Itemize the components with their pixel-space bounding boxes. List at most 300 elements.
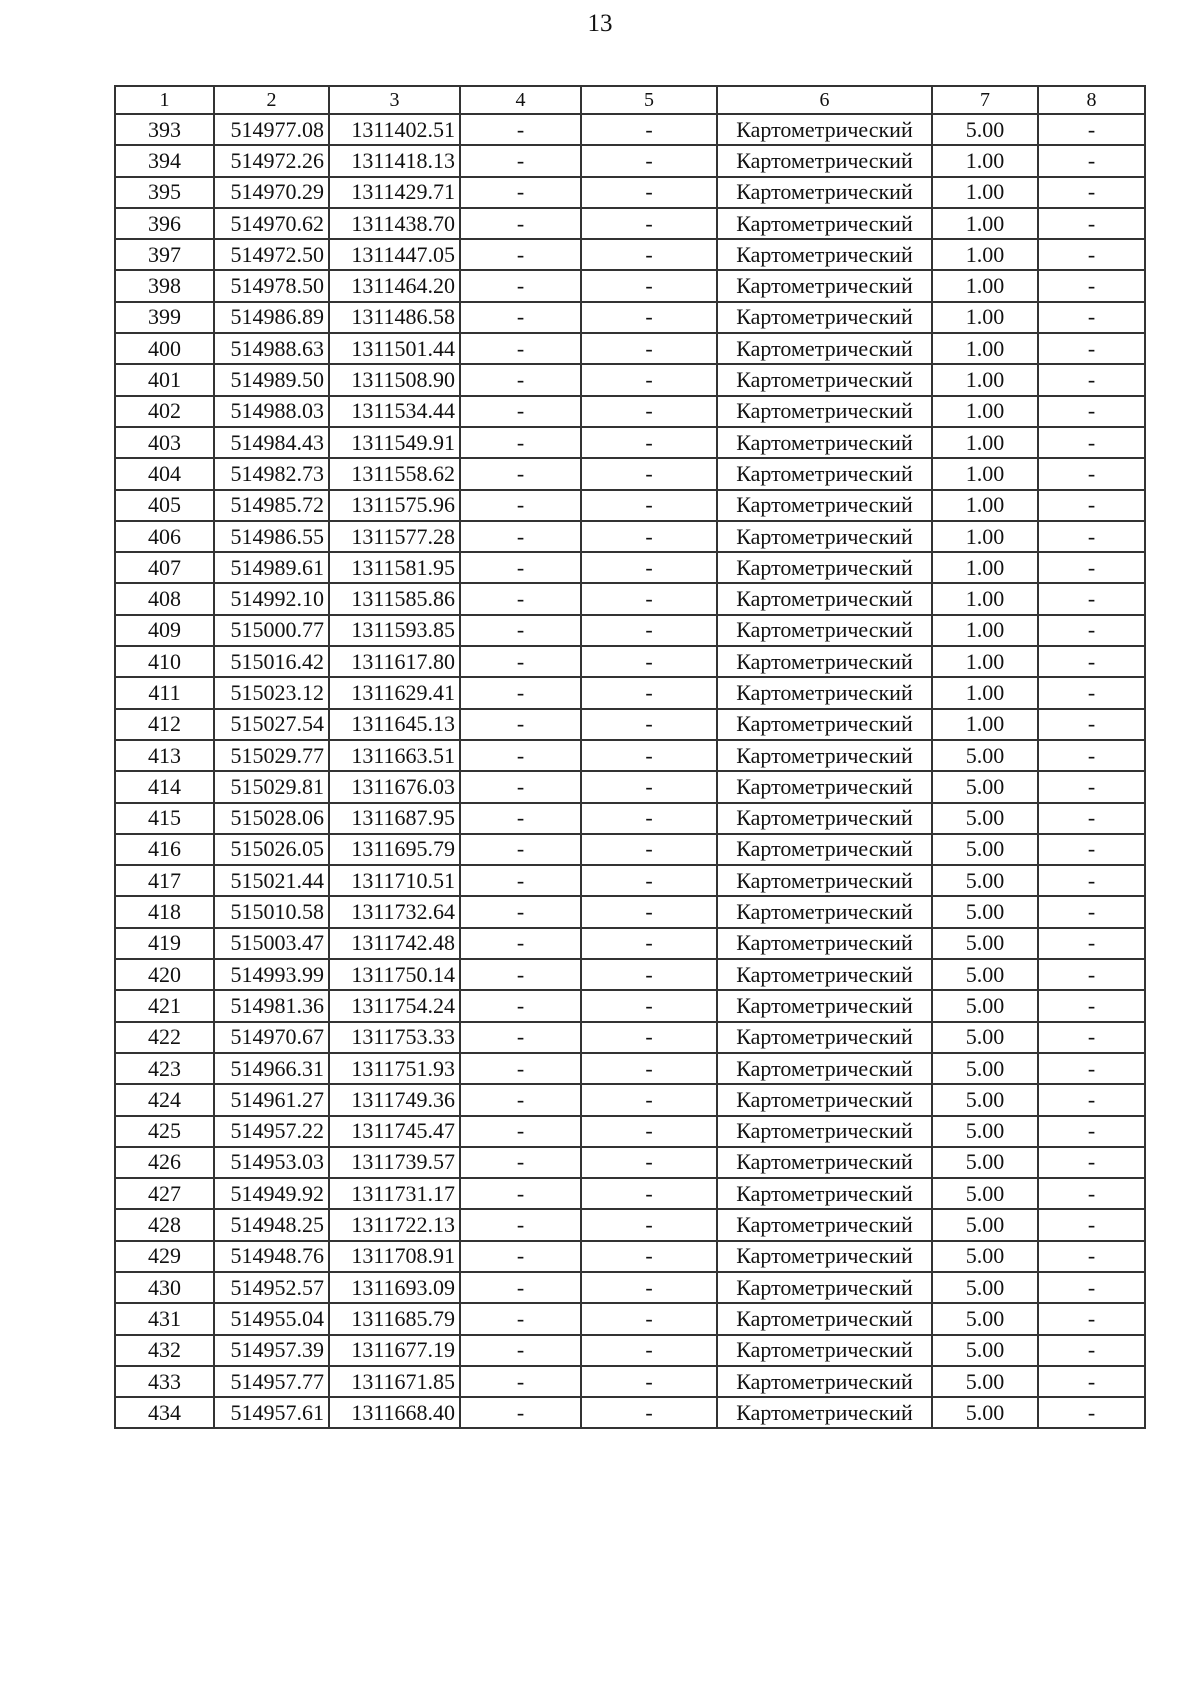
- column-5-value-cell: -: [581, 333, 717, 364]
- column-5-value-cell: -: [581, 740, 717, 771]
- column-4-value-cell: -: [460, 646, 581, 677]
- table-row: [115, 458, 1145, 489]
- point-number-cell: 414: [115, 771, 214, 802]
- column-8-value-cell: -: [1038, 771, 1145, 802]
- table-row: [115, 896, 1145, 927]
- table-row: [115, 270, 1145, 301]
- column-8-value-cell: -: [1038, 1022, 1145, 1053]
- column-header-3: 3: [329, 86, 460, 114]
- table-row: [115, 208, 1145, 239]
- column-8-value-cell: -: [1038, 583, 1145, 614]
- accuracy-cell: 1.00: [932, 364, 1038, 395]
- table-row: [115, 177, 1145, 208]
- accuracy-cell: 5.00: [932, 1366, 1038, 1397]
- method-cell: Картометрический: [717, 1366, 932, 1397]
- coord-x-cell: 514993.99: [214, 959, 329, 990]
- column-4-value-cell: -: [460, 114, 581, 145]
- accuracy-cell: 1.00: [932, 239, 1038, 270]
- coord-x-cell: 514977.08: [214, 114, 329, 145]
- coord-y-cell: 1311751.93: [329, 1053, 460, 1084]
- column-8-value-cell: -: [1038, 1303, 1145, 1334]
- column-4-value-cell: -: [460, 1084, 581, 1115]
- coord-x-cell: 514988.03: [214, 396, 329, 427]
- method-cell: Картометрический: [717, 677, 932, 708]
- column-5-value-cell: -: [581, 177, 717, 208]
- column-4-value-cell: -: [460, 364, 581, 395]
- coord-y-cell: 1311549.91: [329, 427, 460, 458]
- accuracy-cell: 5.00: [932, 1053, 1038, 1084]
- coord-x-cell: 514952.57: [214, 1272, 329, 1303]
- method-cell: Картометрический: [717, 427, 932, 458]
- column-5-value-cell: -: [581, 364, 717, 395]
- coord-x-cell: 515021.44: [214, 865, 329, 896]
- coord-y-cell: 1311693.09: [329, 1272, 460, 1303]
- method-cell: Картометрический: [717, 458, 932, 489]
- coord-x-cell: 514982.73: [214, 458, 329, 489]
- accuracy-cell: 1.00: [932, 396, 1038, 427]
- table-row: [115, 552, 1145, 583]
- coord-y-cell: 1311575.96: [329, 490, 460, 521]
- coord-y-cell: 1311708.91: [329, 1241, 460, 1272]
- accuracy-cell: 1.00: [932, 208, 1038, 239]
- table-row: [115, 677, 1145, 708]
- method-cell: Картометрический: [717, 1397, 932, 1428]
- coord-x-cell: 514948.76: [214, 1241, 329, 1272]
- method-cell: Картометрический: [717, 959, 932, 990]
- accuracy-cell: 5.00: [932, 1335, 1038, 1366]
- accuracy-cell: 5.00: [932, 896, 1038, 927]
- table-row: [115, 615, 1145, 646]
- accuracy-cell: 5.00: [932, 990, 1038, 1021]
- table-row: [115, 928, 1145, 959]
- table-row: [115, 1147, 1145, 1178]
- accuracy-cell: 5.00: [932, 1241, 1038, 1272]
- point-number-cell: 420: [115, 959, 214, 990]
- method-cell: Картометрический: [717, 145, 932, 176]
- column-4-value-cell: -: [460, 740, 581, 771]
- accuracy-cell: 5.00: [932, 1178, 1038, 1209]
- accuracy-cell: 5.00: [932, 740, 1038, 771]
- coord-y-cell: 1311486.58: [329, 302, 460, 333]
- method-cell: Картометрический: [717, 834, 932, 865]
- column-8-value-cell: -: [1038, 302, 1145, 333]
- column-8-value-cell: -: [1038, 1209, 1145, 1240]
- accuracy-cell: 5.00: [932, 1022, 1038, 1053]
- column-4-value-cell: -: [460, 521, 581, 552]
- table-row: [115, 427, 1145, 458]
- column-5-value-cell: -: [581, 677, 717, 708]
- table-body: [115, 86, 1145, 1428]
- column-5-value-cell: -: [581, 1022, 717, 1053]
- point-number-cell: 394: [115, 145, 214, 176]
- coord-y-cell: 1311676.03: [329, 771, 460, 802]
- column-4-value-cell: -: [460, 458, 581, 489]
- method-cell: Картометрический: [717, 302, 932, 333]
- method-cell: Картометрический: [717, 803, 932, 834]
- method-cell: Картометрический: [717, 1053, 932, 1084]
- column-8-value-cell: -: [1038, 145, 1145, 176]
- coord-x-cell: 514989.61: [214, 552, 329, 583]
- point-number-cell: 424: [115, 1084, 214, 1115]
- accuracy-cell: 1.00: [932, 615, 1038, 646]
- point-number-cell: 416: [115, 834, 214, 865]
- column-4-value-cell: -: [460, 771, 581, 802]
- table-header-row: [115, 86, 1145, 114]
- method-cell: Картометрический: [717, 177, 932, 208]
- coord-x-cell: 514986.55: [214, 521, 329, 552]
- column-5-value-cell: -: [581, 1178, 717, 1209]
- coord-y-cell: 1311722.13: [329, 1209, 460, 1240]
- accuracy-cell: 1.00: [932, 270, 1038, 301]
- coord-x-cell: 514981.36: [214, 990, 329, 1021]
- table-row: [115, 1178, 1145, 1209]
- point-number-cell: 399: [115, 302, 214, 333]
- point-number-cell: 425: [115, 1116, 214, 1147]
- coord-y-cell: 1311745.47: [329, 1116, 460, 1147]
- column-8-value-cell: -: [1038, 865, 1145, 896]
- point-number-cell: 393: [115, 114, 214, 145]
- coord-y-cell: 1311732.64: [329, 896, 460, 927]
- coord-x-cell: 515026.05: [214, 834, 329, 865]
- column-8-value-cell: -: [1038, 270, 1145, 301]
- accuracy-cell: 1.00: [932, 427, 1038, 458]
- column-8-value-cell: -: [1038, 1116, 1145, 1147]
- column-4-value-cell: -: [460, 208, 581, 239]
- column-4-value-cell: -: [460, 270, 581, 301]
- coord-x-cell: 514948.25: [214, 1209, 329, 1240]
- column-5-value-cell: -: [581, 709, 717, 740]
- column-4-value-cell: -: [460, 677, 581, 708]
- table-row: [115, 1272, 1145, 1303]
- page-number: 13: [587, 10, 613, 37]
- point-number-cell: 417: [115, 865, 214, 896]
- point-number-cell: 406: [115, 521, 214, 552]
- point-number-cell: 407: [115, 552, 214, 583]
- table-row: [115, 959, 1145, 990]
- accuracy-cell: 1.00: [932, 709, 1038, 740]
- column-8-value-cell: -: [1038, 677, 1145, 708]
- coord-x-cell: 514957.22: [214, 1116, 329, 1147]
- coord-y-cell: 1311629.41: [329, 677, 460, 708]
- coord-x-cell: 515027.54: [214, 709, 329, 740]
- column-4-value-cell: -: [460, 239, 581, 270]
- method-cell: Картометрический: [717, 1209, 932, 1240]
- method-cell: Картометрический: [717, 270, 932, 301]
- method-cell: Картометрический: [717, 1241, 932, 1272]
- coord-y-cell: 1311750.14: [329, 959, 460, 990]
- method-cell: Картометрический: [717, 1178, 932, 1209]
- accuracy-cell: 5.00: [932, 928, 1038, 959]
- column-8-value-cell: -: [1038, 521, 1145, 552]
- column-4-value-cell: -: [460, 333, 581, 364]
- coord-x-cell: 514985.72: [214, 490, 329, 521]
- column-4-value-cell: -: [460, 1397, 581, 1428]
- coord-y-cell: 1311577.28: [329, 521, 460, 552]
- method-cell: Картометрический: [717, 1303, 932, 1334]
- table-row: [115, 490, 1145, 521]
- column-8-value-cell: -: [1038, 803, 1145, 834]
- point-number-cell: 427: [115, 1178, 214, 1209]
- table-row: [115, 145, 1145, 176]
- method-cell: Картометрический: [717, 364, 932, 395]
- method-cell: Картометрический: [717, 646, 932, 677]
- point-number-cell: 411: [115, 677, 214, 708]
- method-cell: Картометрический: [717, 615, 932, 646]
- column-5-value-cell: -: [581, 552, 717, 583]
- coord-x-cell: 515023.12: [214, 677, 329, 708]
- method-cell: Картометрический: [717, 583, 932, 614]
- accuracy-cell: 5.00: [932, 1209, 1038, 1240]
- column-5-value-cell: -: [581, 458, 717, 489]
- column-5-value-cell: -: [581, 239, 717, 270]
- point-number-cell: 402: [115, 396, 214, 427]
- column-8-value-cell: -: [1038, 177, 1145, 208]
- point-number-cell: 432: [115, 1335, 214, 1366]
- column-8-value-cell: -: [1038, 928, 1145, 959]
- point-number-cell: 421: [115, 990, 214, 1021]
- coord-x-cell: 514984.43: [214, 427, 329, 458]
- column-4-value-cell: -: [460, 1272, 581, 1303]
- point-number-cell: 405: [115, 490, 214, 521]
- coord-y-cell: 1311617.80: [329, 646, 460, 677]
- coord-y-cell: 1311429.71: [329, 177, 460, 208]
- point-number-cell: 404: [115, 458, 214, 489]
- coord-x-cell: 515003.47: [214, 928, 329, 959]
- column-header-4: 4: [460, 86, 581, 114]
- accuracy-cell: 1.00: [932, 490, 1038, 521]
- accuracy-cell: 5.00: [932, 114, 1038, 145]
- column-5-value-cell: -: [581, 959, 717, 990]
- accuracy-cell: 5.00: [932, 1147, 1038, 1178]
- coord-x-cell: 514953.03: [214, 1147, 329, 1178]
- table-row: [115, 709, 1145, 740]
- point-number-cell: 396: [115, 208, 214, 239]
- point-number-cell: 426: [115, 1147, 214, 1178]
- column-8-value-cell: -: [1038, 114, 1145, 145]
- coord-x-cell: 514957.77: [214, 1366, 329, 1397]
- method-cell: Картометрический: [717, 896, 932, 927]
- method-cell: Картометрический: [717, 208, 932, 239]
- method-cell: Картометрический: [717, 333, 932, 364]
- coord-x-cell: 514972.26: [214, 145, 329, 176]
- column-4-value-cell: -: [460, 1303, 581, 1334]
- accuracy-cell: 1.00: [932, 646, 1038, 677]
- point-number-cell: 400: [115, 333, 214, 364]
- point-number-cell: 410: [115, 646, 214, 677]
- column-8-value-cell: -: [1038, 239, 1145, 270]
- coord-y-cell: 1311581.95: [329, 552, 460, 583]
- accuracy-cell: 5.00: [932, 771, 1038, 802]
- point-number-cell: 423: [115, 1053, 214, 1084]
- coord-y-cell: 1311508.90: [329, 364, 460, 395]
- point-number-cell: 418: [115, 896, 214, 927]
- column-4-value-cell: -: [460, 1335, 581, 1366]
- column-5-value-cell: -: [581, 990, 717, 1021]
- column-8-value-cell: -: [1038, 458, 1145, 489]
- column-8-value-cell: -: [1038, 1366, 1145, 1397]
- column-8-value-cell: -: [1038, 490, 1145, 521]
- coord-y-cell: 1311671.85: [329, 1366, 460, 1397]
- column-header-6: 6: [717, 86, 932, 114]
- coord-x-cell: 514970.62: [214, 208, 329, 239]
- table-row: [115, 333, 1145, 364]
- coord-y-cell: 1311685.79: [329, 1303, 460, 1334]
- point-number-cell: 403: [115, 427, 214, 458]
- column-5-value-cell: -: [581, 615, 717, 646]
- column-5-value-cell: -: [581, 928, 717, 959]
- table-row: [115, 990, 1145, 1021]
- table-row: [115, 834, 1145, 865]
- coord-y-cell: 1311754.24: [329, 990, 460, 1021]
- column-5-value-cell: -: [581, 114, 717, 145]
- column-4-value-cell: -: [460, 1209, 581, 1240]
- table-row: [115, 1303, 1145, 1334]
- table-row: [115, 583, 1145, 614]
- accuracy-cell: 1.00: [932, 177, 1038, 208]
- column-5-value-cell: -: [581, 1303, 717, 1334]
- coord-y-cell: 1311753.33: [329, 1022, 460, 1053]
- column-5-value-cell: -: [581, 521, 717, 552]
- coord-y-cell: 1311593.85: [329, 615, 460, 646]
- point-number-cell: 413: [115, 740, 214, 771]
- accuracy-cell: 5.00: [932, 1084, 1038, 1115]
- column-8-value-cell: -: [1038, 615, 1145, 646]
- table-row: [115, 364, 1145, 395]
- point-number-cell: 434: [115, 1397, 214, 1428]
- coord-y-cell: 1311668.40: [329, 1397, 460, 1428]
- column-4-value-cell: -: [460, 709, 581, 740]
- table-row: [115, 1053, 1145, 1084]
- column-4-value-cell: -: [460, 1022, 581, 1053]
- table-row: [115, 239, 1145, 270]
- coord-y-cell: 1311402.51: [329, 114, 460, 145]
- method-cell: Картометрический: [717, 521, 932, 552]
- accuracy-cell: 5.00: [932, 1303, 1038, 1334]
- column-header-1: 1: [115, 86, 214, 114]
- point-number-cell: 397: [115, 239, 214, 270]
- coord-y-cell: 1311558.62: [329, 458, 460, 489]
- coord-x-cell: 514961.27: [214, 1084, 329, 1115]
- column-5-value-cell: -: [581, 583, 717, 614]
- point-number-cell: 428: [115, 1209, 214, 1240]
- method-cell: Картометрический: [717, 1116, 932, 1147]
- coord-y-cell: 1311695.79: [329, 834, 460, 865]
- accuracy-cell: 1.00: [932, 458, 1038, 489]
- point-number-cell: 433: [115, 1366, 214, 1397]
- method-cell: Картометрический: [717, 709, 932, 740]
- column-5-value-cell: -: [581, 1147, 717, 1178]
- column-4-value-cell: -: [460, 928, 581, 959]
- column-8-value-cell: -: [1038, 1178, 1145, 1209]
- accuracy-cell: 5.00: [932, 959, 1038, 990]
- column-4-value-cell: -: [460, 396, 581, 427]
- coord-y-cell: 1311710.51: [329, 865, 460, 896]
- column-8-value-cell: -: [1038, 990, 1145, 1021]
- method-cell: Картометрический: [717, 865, 932, 896]
- coord-x-cell: 515029.81: [214, 771, 329, 802]
- coord-y-cell: 1311645.13: [329, 709, 460, 740]
- method-cell: Картометрический: [717, 552, 932, 583]
- accuracy-cell: 5.00: [932, 1272, 1038, 1303]
- coord-y-cell: 1311739.57: [329, 1147, 460, 1178]
- column-header-5: 5: [581, 86, 717, 114]
- coord-y-cell: 1311501.44: [329, 333, 460, 364]
- coord-x-cell: 514966.31: [214, 1053, 329, 1084]
- column-8-value-cell: -: [1038, 333, 1145, 364]
- point-number-cell: 419: [115, 928, 214, 959]
- column-4-value-cell: -: [460, 959, 581, 990]
- table-row: [115, 302, 1145, 333]
- table-row: [115, 646, 1145, 677]
- column-8-value-cell: -: [1038, 1241, 1145, 1272]
- table-row: [115, 1084, 1145, 1115]
- accuracy-cell: 5.00: [932, 1397, 1038, 1428]
- column-4-value-cell: -: [460, 896, 581, 927]
- coord-y-cell: 1311447.05: [329, 239, 460, 270]
- table-row: [115, 1335, 1145, 1366]
- column-4-value-cell: -: [460, 1241, 581, 1272]
- table-row: [115, 521, 1145, 552]
- column-8-value-cell: -: [1038, 646, 1145, 677]
- column-5-value-cell: -: [581, 1241, 717, 1272]
- method-cell: Картометрический: [717, 740, 932, 771]
- column-4-value-cell: -: [460, 834, 581, 865]
- coord-y-cell: 1311749.36: [329, 1084, 460, 1115]
- point-number-cell: 431: [115, 1303, 214, 1334]
- table-row: [115, 114, 1145, 145]
- accuracy-cell: 1.00: [932, 521, 1038, 552]
- accuracy-cell: 5.00: [932, 1116, 1038, 1147]
- coord-y-cell: 1311663.51: [329, 740, 460, 771]
- column-4-value-cell: -: [460, 1178, 581, 1209]
- column-4-value-cell: -: [460, 177, 581, 208]
- column-5-value-cell: -: [581, 1272, 717, 1303]
- table-row: [115, 1241, 1145, 1272]
- coord-y-cell: 1311677.19: [329, 1335, 460, 1366]
- column-5-value-cell: -: [581, 270, 717, 301]
- column-5-value-cell: -: [581, 1116, 717, 1147]
- column-header-8: 8: [1038, 86, 1145, 114]
- table-row: [115, 1209, 1145, 1240]
- column-5-value-cell: -: [581, 865, 717, 896]
- column-8-value-cell: -: [1038, 208, 1145, 239]
- coord-x-cell: 514949.92: [214, 1178, 329, 1209]
- column-5-value-cell: -: [581, 1209, 717, 1240]
- method-cell: Картометрический: [717, 928, 932, 959]
- column-8-value-cell: -: [1038, 552, 1145, 583]
- coord-x-cell: 514989.50: [214, 364, 329, 395]
- method-cell: Картометрический: [717, 114, 932, 145]
- point-number-cell: 422: [115, 1022, 214, 1053]
- method-cell: Картометрический: [717, 1335, 932, 1366]
- column-5-value-cell: -: [581, 1084, 717, 1115]
- column-5-value-cell: -: [581, 803, 717, 834]
- point-number-cell: 415: [115, 803, 214, 834]
- column-4-value-cell: -: [460, 990, 581, 1021]
- accuracy-cell: 1.00: [932, 145, 1038, 176]
- point-number-cell: 395: [115, 177, 214, 208]
- column-4-value-cell: -: [460, 1053, 581, 1084]
- coordinates-table: [114, 85, 1146, 1429]
- column-8-value-cell: -: [1038, 1053, 1145, 1084]
- method-cell: Картометрический: [717, 1022, 932, 1053]
- column-5-value-cell: -: [581, 302, 717, 333]
- column-header-7: 7: [932, 86, 1038, 114]
- coord-y-cell: 1311438.70: [329, 208, 460, 239]
- coord-x-cell: 514972.50: [214, 239, 329, 270]
- column-4-value-cell: -: [460, 803, 581, 834]
- accuracy-cell: 5.00: [932, 803, 1038, 834]
